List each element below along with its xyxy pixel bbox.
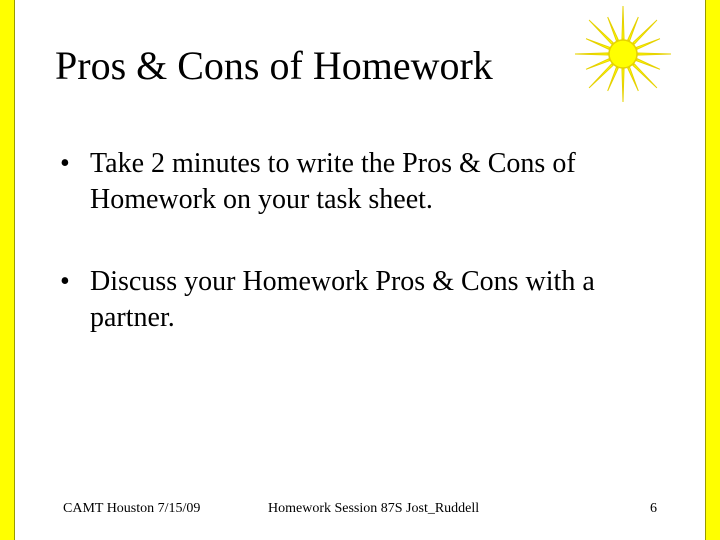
sun-ray xyxy=(638,53,671,55)
bullet-text: Discuss your Homework Pros & Cons with a partner. xyxy=(90,266,595,333)
sun-ray xyxy=(586,59,610,70)
bullet-item xyxy=(55,264,655,336)
bullet-marker: • xyxy=(60,266,70,297)
sun-ray xyxy=(628,17,639,41)
bullet-text: Take 2 minutes to write the Pros & Cons of Homework on your task sheet. xyxy=(90,148,576,215)
sun-ray xyxy=(622,69,624,102)
sun-ray xyxy=(633,64,657,88)
right-accent-bar xyxy=(705,0,720,540)
sun-ray xyxy=(589,20,613,44)
bullet-item xyxy=(55,146,655,218)
sun-ray xyxy=(608,67,619,91)
footer-left-text: CAMT Houston 7/15/09 xyxy=(63,501,201,516)
page-number: 6 xyxy=(650,501,657,516)
sun-icon xyxy=(571,2,675,106)
slide-title: Pros & Cons of Homework xyxy=(55,43,493,88)
sun-ray xyxy=(608,17,619,41)
sun-ray xyxy=(622,6,624,39)
sun-ray xyxy=(636,39,660,50)
bullet-list xyxy=(55,146,655,382)
footer-center-text: Homework Session 87S Jost_Ruddell xyxy=(268,501,480,516)
sun-ray xyxy=(586,39,610,50)
sun-ray xyxy=(636,59,660,70)
sun-ray xyxy=(633,20,657,44)
sun-ray xyxy=(589,64,613,88)
sun-ray xyxy=(628,67,639,91)
bullet-marker: • xyxy=(60,148,70,179)
left-accent-bar xyxy=(0,0,15,540)
sun-ray xyxy=(575,53,608,55)
